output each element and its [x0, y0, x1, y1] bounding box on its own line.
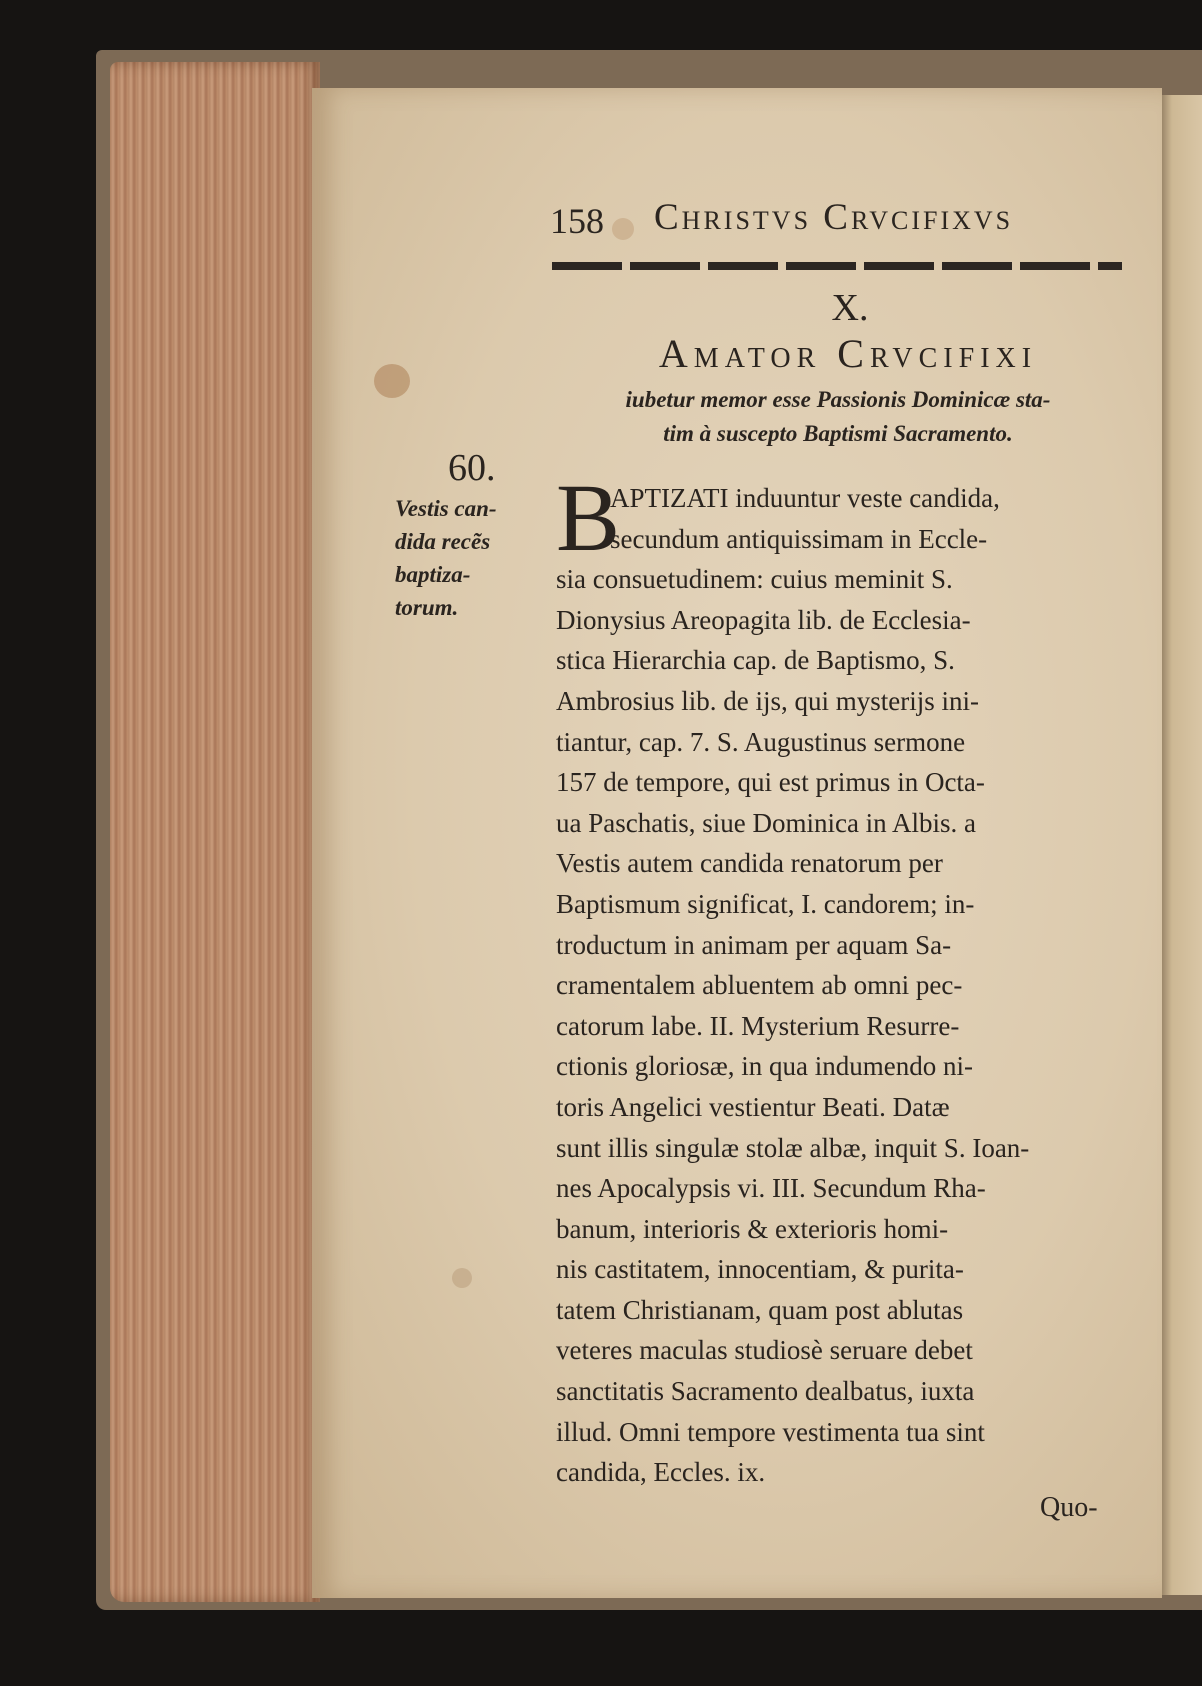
body-line: sunt illis singulæ stolæ albæ, inquit S. Ioan- [556, 1132, 1030, 1163]
page-edges [110, 62, 320, 1602]
body-line: cramentalem abluentem ab omni pec- [556, 970, 963, 1001]
body-line: ua Paschatis, siue Dominica in Albis. a [556, 807, 976, 838]
page-number: 158 [550, 201, 604, 241]
body-line: toris Angelici vestientur Beati. Datæ [556, 1091, 950, 1122]
margin-number: 60. [448, 447, 496, 489]
foxing-stain [452, 1268, 472, 1288]
body-line: ctionis gloriosæ, in qua indumendo ni- [556, 1051, 973, 1082]
body-line: nis castitatem, innocentiam, & purita- [556, 1254, 964, 1285]
body-line: nes Apocalypsis vi. III. Secundum Rha- [556, 1173, 986, 1204]
section-number: X. [831, 287, 869, 329]
margin-note-line: torum. [395, 595, 459, 620]
body-line: sanctitatis Sacramento dealbatus, iuxta [556, 1376, 975, 1407]
drop-cap: B [556, 464, 621, 571]
body-line: Ambrosius lib. de ijs, qui mysterijs ini- [556, 685, 979, 716]
body-line: banum, interioris & exterioris homi- [556, 1213, 949, 1244]
body-line: illud. Omni tempore vestimenta tua sint [556, 1416, 985, 1447]
body-line: Dionysius Areopagita lib. de Ecclesia- [556, 604, 971, 635]
running-title: Christvs Crvcifixvs [654, 197, 1014, 238]
ornamental-rule [552, 262, 1122, 270]
body-line: stica Hierarchia cap. de Baptismo, S. [556, 645, 955, 676]
body-text [556, 478, 1124, 1493]
body-line: candida, Eccles. ix. [556, 1457, 766, 1488]
body-line: Vestis autem candida renatorum per [556, 848, 943, 879]
body-line: tiantur, cap. 7. S. Augustinus sermone [556, 726, 966, 757]
body-line: catorum labe. II. Mysterium Resurre- [556, 1010, 960, 1041]
margin-note-line: baptiza- [395, 562, 471, 587]
subheading-line: tim à suscepto Baptismi Sacramento. [663, 421, 1013, 446]
section-heading: Amator Crvcifixi [658, 331, 1038, 376]
margin-note-line: dida recẽs [395, 529, 491, 554]
body-line: 157 de tempore, qui est primus in Octa- [556, 767, 985, 798]
catchword: Quo- [1040, 1492, 1098, 1523]
margin-note-line: Vestis can- [395, 496, 497, 521]
margin-note [395, 492, 535, 624]
body-line: sia consuetudinem: cuius meminit S. [556, 564, 953, 595]
body-line: secundum antiquissimam in Eccle- [610, 523, 988, 554]
body-line: tatem Christianam, quam post ablutas [556, 1294, 964, 1325]
running-head [550, 192, 1140, 246]
foxing-stain [374, 364, 410, 398]
subheading-line: iubetur memor esse Passionis Dominicæ sta- [625, 387, 1051, 412]
section-subheading [548, 383, 1128, 451]
body-line: troductum in animam per aquam Sa- [556, 929, 952, 960]
body-line: veteres maculas studiosè seruare debet [556, 1335, 973, 1366]
body-line: Baptismum significat, I. candorem; in- [556, 888, 975, 919]
body-line: APTIZATI induuntur veste candida, [610, 483, 1000, 513]
